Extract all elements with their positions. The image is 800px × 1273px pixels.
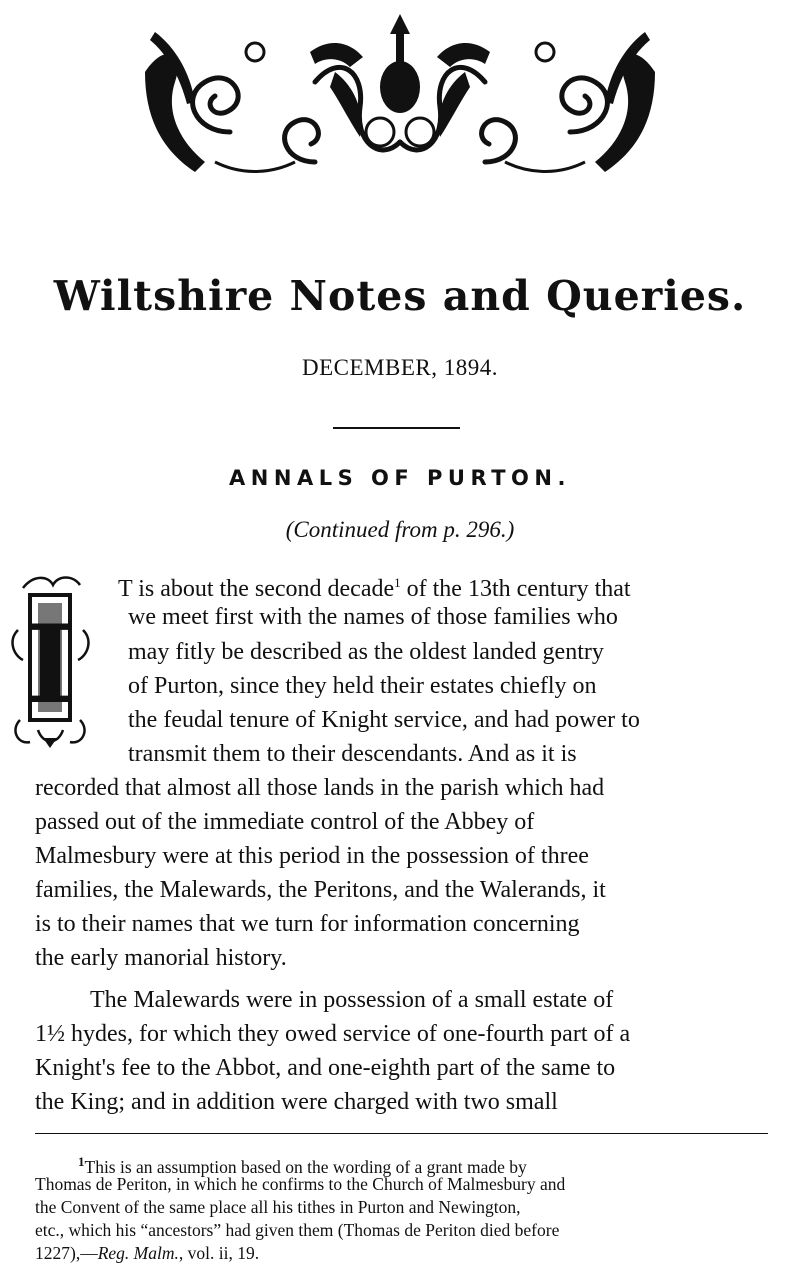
body-line: of Purton, since they held their estates chiefly on bbox=[128, 673, 597, 699]
body-line: we meet first with the names of those families who bbox=[128, 604, 618, 630]
article-title: ANNALS OF PURTON. bbox=[229, 466, 571, 490]
issue-date: DECEMBER, 1894. bbox=[302, 355, 498, 380]
body-line: passed out of the immediate control of the Abbey of bbox=[35, 809, 535, 835]
footnote-line: the Convent of the same place all his tithes in Purton and Newington, bbox=[35, 1197, 521, 1217]
body-line: Malmesbury were at this period in the possession of three bbox=[35, 843, 589, 869]
body-line: may fitly be described as the oldest landed gentry bbox=[128, 639, 604, 665]
footnote-reference: 1 bbox=[394, 575, 401, 590]
body-line: transmit them to their descendants. And as it is bbox=[128, 741, 577, 767]
footnote-line: $^1$This is an assumption based on the wording of a grant made by bbox=[78, 1154, 527, 1177]
footnote-line: Thomas de Periton, in which he confirms to the Church of Malmesbury and bbox=[35, 1174, 566, 1194]
body-line: The Malewards were in possession of a small estate of bbox=[90, 987, 614, 1013]
title-divider bbox=[333, 427, 460, 429]
decorated-initial-I bbox=[8, 570, 93, 755]
body-line: families, the Malewards, the Peritons, and the Walerands, it bbox=[35, 877, 606, 903]
drop-cap-letter: I bbox=[24, 602, 76, 728]
body-line: the early manorial history. bbox=[35, 945, 287, 971]
body-line: recorded that almost all those lands in the parish which had bbox=[35, 775, 605, 801]
body-line: 1½ hydes, for which they owed service of one-fourth part of a bbox=[35, 1021, 631, 1047]
body-line: Knight's fee to the Abbot, and one-eighth part of the same to bbox=[35, 1055, 616, 1081]
continued-note: (Continued from p. 296.) bbox=[285, 517, 515, 542]
footnote-line: etc., which his “ancestors” had given them (Thomas de Periton died before bbox=[35, 1220, 560, 1240]
body-line: is to their names that we turn for information concerning bbox=[35, 911, 580, 937]
ornamental-headpiece bbox=[135, 12, 665, 187]
footnote-divider bbox=[35, 1133, 768, 1134]
body-line: T is about the second decade$^1$ of the 13th century that bbox=[118, 575, 631, 602]
footnote-mark: 1 bbox=[78, 1154, 85, 1169]
body-line: the King; and in addition were charged with two small bbox=[35, 1089, 558, 1115]
journal-title: Wiltshire Notes and Queries. bbox=[53, 272, 747, 320]
body-line: the feudal tenure of Knight service, and had power to bbox=[128, 707, 640, 733]
footnote-line: 1227),—Reg. Malm., vol. ii, 19. bbox=[35, 1243, 260, 1263]
citation-title: Reg. Malm. bbox=[97, 1243, 179, 1263]
